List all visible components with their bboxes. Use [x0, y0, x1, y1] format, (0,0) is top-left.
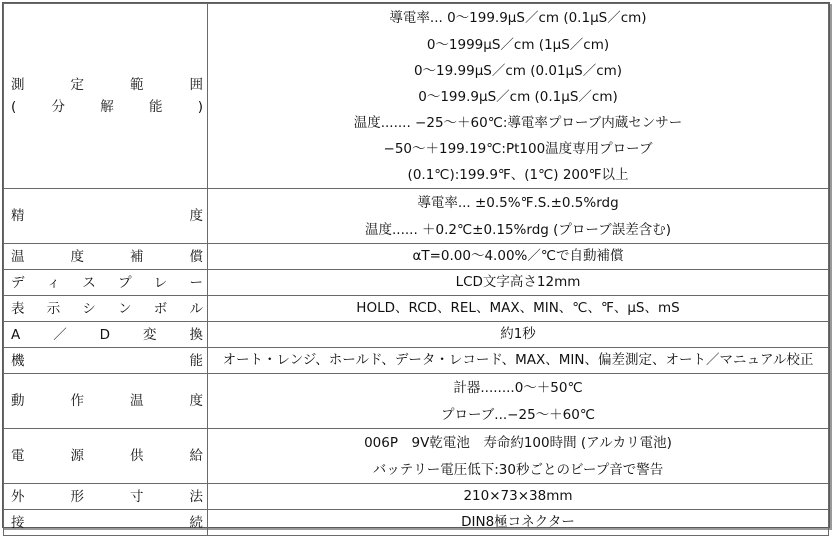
spec-label: [4, 353, 207, 369]
spec-value-cell: [208, 322, 829, 348]
spec-label: [4, 301, 207, 317]
spec-label: [4, 515, 207, 531]
spec-label-char: ボ: [153, 300, 168, 317]
spec-label-char: A: [11, 326, 21, 343]
spec-value-line: 導電率... ±0.5%℉.S.±0.5%rdg: [417, 195, 619, 211]
spec-label-char: ィ: [46, 274, 61, 291]
spec-label-char: D: [99, 326, 111, 343]
spec-value-line: −50〜＋199.19℃:Pt100温度専用プローブ: [383, 141, 653, 157]
spec-label: [4, 208, 207, 224]
spec-label-char: ／: [53, 326, 67, 343]
spec-label-cell: [4, 244, 208, 270]
spec-value-line: 導電率... 0〜199.9μS／cm (0.1μS／cm): [389, 10, 647, 26]
spec-label-char: 範: [130, 77, 144, 93]
spec-label-cell: [4, 270, 208, 296]
spec-row: [4, 429, 829, 484]
spec-value-line: αT=0.00〜4.00%／℃で自動補償: [412, 248, 624, 264]
spec-value-cell: [208, 296, 829, 322]
spec-table-body: [4, 4, 829, 536]
spec-value-cell: [208, 4, 829, 189]
spec-label: [4, 99, 207, 115]
spec-label-char: 能: [189, 352, 203, 369]
spec-label-cell: [4, 189, 208, 244]
spec-label-char: レ: [153, 274, 168, 291]
spec-row: [4, 348, 829, 374]
spec-value-line: 210×73×38mm: [463, 488, 573, 504]
spec-value-line: 温度....... −25〜＋60℃:導電率プローブ内蔵センサー: [353, 115, 683, 131]
spec-label-char: 解: [100, 99, 114, 115]
spec-label-char: 形: [70, 488, 84, 505]
spec-label-char: 給: [189, 448, 203, 464]
spec-value-cell: [208, 484, 829, 510]
spec-label-char: 続: [189, 514, 203, 531]
spec-label: [4, 393, 207, 409]
spec-label-char: ル: [189, 300, 203, 317]
spec-label-char: ー: [189, 274, 203, 291]
spec-label-char: プ: [118, 274, 132, 291]
spec-label-char: デ: [11, 274, 25, 291]
spec-label-cell: [4, 4, 208, 189]
spec-row: [4, 244, 829, 270]
spec-value-cell: [208, 270, 829, 296]
spec-label: [4, 448, 207, 464]
spec-label-char: 能: [148, 99, 163, 115]
spec-label: [4, 327, 207, 343]
spec-row: [4, 4, 829, 189]
spec-label-cell: [4, 484, 208, 510]
spec-label-char: ): [197, 99, 203, 115]
spec-label-char: 寸: [130, 488, 144, 505]
spec-value-line: 計器........0〜＋50℃: [453, 380, 583, 396]
spec-value-line: 約1秒: [500, 326, 536, 342]
spec-value-cell: [208, 429, 829, 484]
spec-label-char: 補: [130, 248, 144, 265]
spec-sheet: [2, 2, 830, 531]
spec-value-line: (0.1℃):199.9℉、(1℃) 200℉以上: [407, 167, 629, 183]
spec-label: [4, 77, 207, 93]
spec-value-line: 0〜199.9μS／cm (0.1μS／cm): [418, 89, 618, 105]
spec-label-char: 温: [130, 393, 144, 409]
spec-label-cell: [4, 296, 208, 322]
spec-value-line: プローブ...−25〜＋60℃: [440, 407, 596, 423]
spec-label-char: 接: [11, 514, 25, 531]
spec-label-char: 精: [11, 208, 25, 224]
spec-label-char: 償: [189, 248, 203, 265]
spec-label-cell: [4, 348, 208, 374]
spec-label-char: 外: [11, 488, 25, 505]
spec-row: [4, 510, 829, 536]
spec-label-char: ン: [118, 300, 132, 317]
spec-label-char: 法: [189, 488, 203, 505]
spec-label-char: 囲: [189, 77, 203, 93]
spec-table: [3, 3, 829, 536]
spec-label-cell: [4, 374, 208, 429]
spec-value-line: LCD文字高さ12mm: [455, 274, 581, 290]
spec-label-char: 分: [51, 99, 66, 115]
spec-value-cell: [208, 244, 829, 270]
spec-label-char: 測: [11, 77, 25, 93]
spec-label: [4, 249, 207, 265]
spec-label-cell: [4, 322, 208, 348]
spec-row: [4, 270, 829, 296]
spec-label-char: 示: [46, 300, 61, 317]
spec-value-line: DIN8極コネクター: [461, 514, 575, 530]
spec-label-char: 定: [70, 77, 84, 93]
spec-value-line: オート・レンジ、ホールド、データ・レコード、MAX、MIN、偏差測定、オート／マニュアル校正: [222, 352, 814, 368]
spec-label-char: シ: [82, 300, 96, 317]
spec-value-cell: [208, 189, 829, 244]
spec-value-line: 0〜1999μS／cm (1μS／cm): [426, 37, 610, 53]
spec-label-char: 度: [70, 248, 84, 265]
spec-label-char: 作: [70, 393, 84, 409]
spec-row: [4, 189, 829, 244]
spec-label-cell: [4, 510, 208, 536]
spec-label: [4, 489, 207, 505]
spec-label-char: 機: [11, 352, 25, 369]
spec-row: [4, 322, 829, 348]
spec-row: [4, 374, 829, 429]
spec-label-char: 表: [11, 300, 25, 317]
spec-value-cell: [208, 348, 829, 374]
spec-label-char: 電: [11, 448, 25, 464]
spec-label-char: 変: [143, 326, 157, 343]
spec-label-char: ス: [82, 274, 96, 291]
spec-value-line: HOLD、RCD、REL、MAX、MIN、℃、℉、μS、mS: [356, 300, 680, 316]
spec-value-cell: [208, 510, 829, 536]
spec-value-line: バッテリー電圧低下:30秒ごとのビープ音で警告: [372, 462, 664, 478]
spec-label-cell: [4, 429, 208, 484]
spec-value-line: 0〜19.99μS／cm (0.01μS／cm): [413, 63, 623, 79]
spec-row: [4, 484, 829, 510]
spec-label-char: 度: [189, 208, 203, 224]
spec-label-char: 源: [70, 448, 84, 464]
spec-label-char: 動: [11, 393, 25, 409]
spec-label-char: (: [11, 99, 17, 115]
spec-row: [4, 296, 829, 322]
spec-value-cell: [208, 374, 829, 429]
spec-label-char: 温: [11, 248, 25, 265]
spec-label-char: 換: [189, 326, 203, 343]
spec-label-char: 度: [189, 393, 203, 409]
spec-label-char: 供: [130, 448, 144, 464]
spec-value-line: 006P 9V乾電池 寿命約100時間 (アルカリ電池): [364, 435, 672, 451]
spec-value-line: 温度...... ＋0.2℃±0.15%rdg (プローブ誤差含む): [365, 222, 671, 238]
spec-label: [4, 275, 207, 291]
